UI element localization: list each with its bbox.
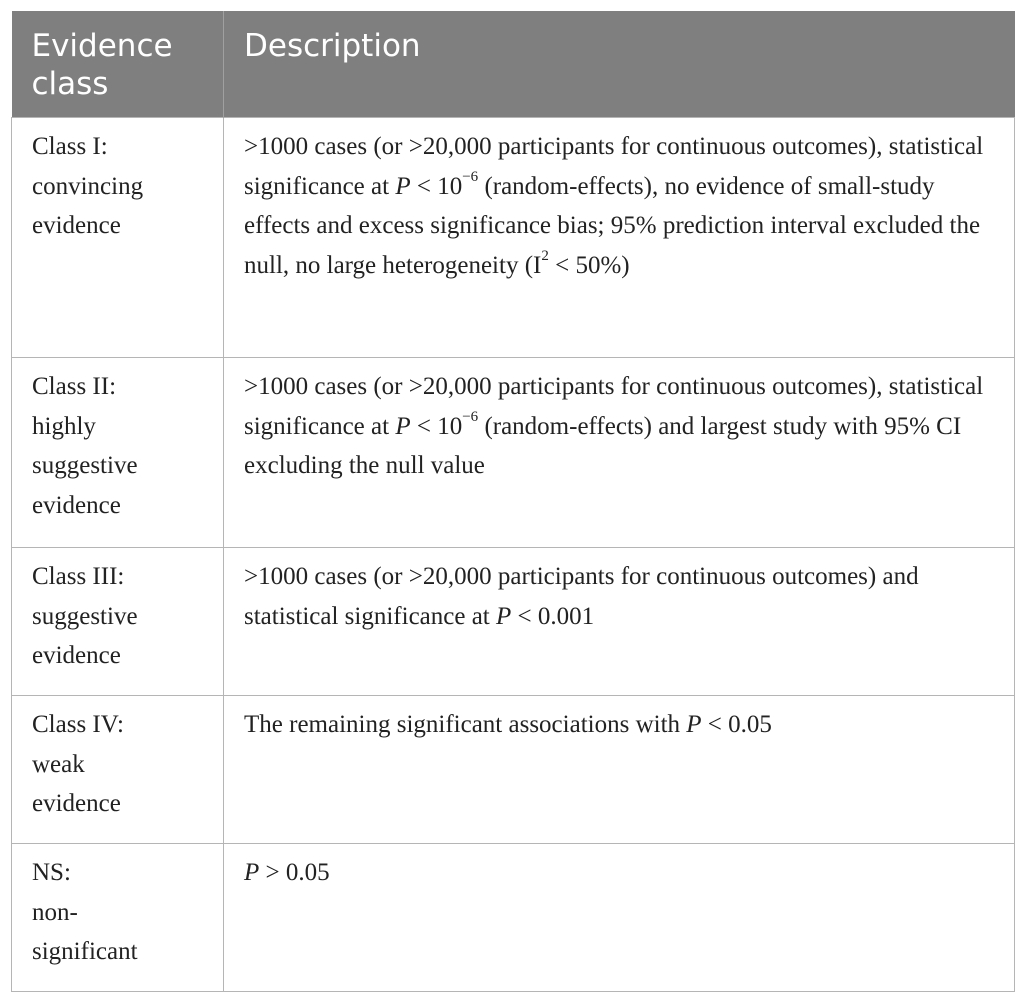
- p-value-symbol: P: [496, 602, 512, 630]
- desc-text: < 0.001: [511, 602, 595, 630]
- exponent: −6: [462, 168, 479, 185]
- desc-text: >1000 cases (or >20,000 participants for continuous outcomes), statistical significance at: [244, 133, 984, 200]
- desc-text: > 0.05: [259, 859, 330, 886]
- p-value-symbol: P: [686, 711, 702, 738]
- table-row: [12, 118, 1015, 358]
- header-class-line-2: class: [31, 66, 109, 102]
- desc-text: < 50%): [548, 251, 630, 279]
- exponent: 2: [541, 247, 549, 264]
- table-body: [12, 118, 1015, 992]
- evidence-class-table-container: [11, 11, 1014, 992]
- desc-text: < 0.05: [701, 711, 772, 738]
- class-label-line: weak: [32, 750, 85, 778]
- class-label-line: highly: [32, 412, 96, 440]
- class-label-line: suggestive: [32, 452, 138, 479]
- class-label-line: Class II:: [32, 373, 117, 400]
- class-cell: [12, 844, 224, 992]
- class-label-line: NS:: [32, 859, 71, 886]
- desc-text: (random-effects) and largest study with 95% CI excluding the null value: [244, 412, 962, 479]
- header-class-line-1: Evidence: [31, 28, 173, 64]
- table-row: [12, 548, 1015, 696]
- class-label-line: significant: [32, 938, 138, 965]
- class-label-line: suggestive: [32, 602, 138, 630]
- p-value-symbol: P: [395, 412, 411, 440]
- class-label-line: convincing: [32, 172, 144, 200]
- class-label-line: evidence: [32, 790, 121, 817]
- table-row: [12, 358, 1015, 548]
- exponent: −6: [462, 408, 479, 425]
- desc-text: < 10: [410, 172, 463, 200]
- class-label-line: evidence: [32, 642, 121, 669]
- desc-text: (random-effects), no evidence of small-study effects and excess significance bias; 95% prediction interval excluded the null, no large heterogeneity (I: [244, 172, 981, 279]
- p-value-symbol: P: [244, 859, 260, 886]
- class-label-line: non-: [32, 898, 78, 926]
- class-label-line: Class I:: [32, 133, 108, 160]
- p-value-symbol: P: [395, 172, 411, 200]
- class-cell: [12, 548, 224, 696]
- class-label-line: Class III:: [32, 563, 125, 590]
- desc-text: >1000 cases (or >20,000 participants for continuous outcomes) and statistical significance at: [244, 563, 919, 630]
- table-row: [12, 696, 1015, 844]
- desc-text: < 10: [410, 412, 463, 440]
- desc-text: The remaining significant associations with: [244, 711, 687, 738]
- class-label-line: Class IV:: [32, 711, 124, 738]
- evidence-class-table: [11, 11, 1015, 992]
- class-cell: [12, 118, 224, 358]
- header-row: [12, 11, 1015, 118]
- class-label-line: evidence: [32, 212, 121, 239]
- description-cell: [224, 548, 1015, 696]
- description-cell: [224, 358, 1015, 548]
- class-cell: [12, 696, 224, 844]
- table-header: [12, 11, 1015, 118]
- description-cell: [224, 118, 1015, 358]
- class-cell: [12, 358, 224, 548]
- desc-text: >1000 cases (or >20,000 participants for continuous outcomes), statistical significance at: [244, 373, 984, 440]
- table-row: [12, 844, 1015, 992]
- header-description: Description: [224, 11, 1015, 118]
- header-evidence-class: [12, 11, 224, 118]
- description-cell: [224, 696, 1015, 844]
- description-cell: [224, 844, 1015, 992]
- class-label-line: evidence: [32, 491, 121, 519]
